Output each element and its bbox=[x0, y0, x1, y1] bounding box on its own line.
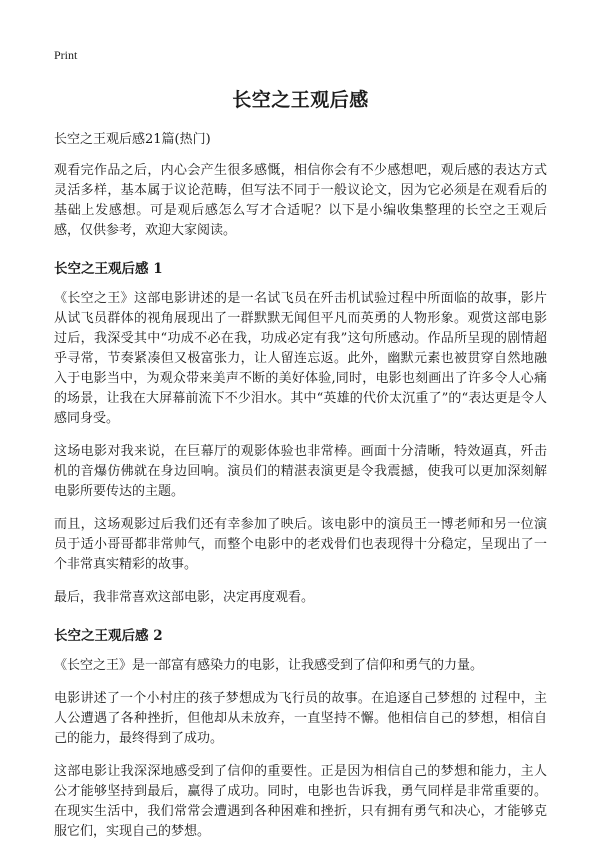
intro-paragraph: 观看完作品之后，内心会产生很多感慨，相信你会有不少感想吧，观后感的表达方式灵活多样，基本属于议论范畴，但写法不同于一般议论文，因为它必须是在观看后的基础上发感想。可是观后感怎么写才合适呢？以下是小编收集整理的长空之王观后感，仅供参考，欢迎大家阅读。 bbox=[54, 163, 547, 238]
section-2 bbox=[54, 624, 547, 842]
section-paragraph: 电影讲述了一个小村庄的孩子梦想成为飞行员的故事。在追逐自己梦想的 过程中，主人公遭遇了各种挫折，但他却从未放弃，一直坚持不懈。他相信自己的梦想，相信自己的能力，最终得到了成功。 bbox=[54, 691, 547, 746]
document-title: 长空之王观后感 bbox=[232, 89, 369, 111]
section-heading: 长空之王观后感 1 bbox=[54, 261, 163, 277]
section-paragraph: 而且，这场观影过后我们还有幸参加了映后。该电影中的演员王一博老师和另一位演员于适小哥哥都非常帅气，而整个电影中的老戏骨们也表现得十分稳定，呈现出了一个非常真实精彩的故事。 bbox=[54, 517, 547, 572]
document-subtitle: 长空之王观后感21篇(热门) bbox=[54, 132, 211, 147]
section-paragraph: 最后，我非常喜欢这部电影，决定再度观看。 bbox=[54, 590, 315, 605]
section-heading: 长空之王观后感 2 bbox=[54, 628, 163, 644]
section-paragraph: 《长空之王》这部电影讲述的是一名试飞员在歼击机试验过程中所面临的故事，影片从试飞员群体的视角展现出了一群默默无闻但平凡而英勇的人物形象。观赏这部电影过后，我深受其中“功成不必在我，功成必定有我”这句所感动。作品所呈现的剧情超乎寻常，节奏紧凑但又极富张力，让人留连忘返。此外，幽默元素也被贯穿自然地融入于电影当中，为观众带来美声不断的美好体验,同时，电影也刻画出了许多令人心痛的场景，让我在大屏幕前流下不少泪水。其中“英雄的代价太沉重了”的“表达更是令人感同身受。 bbox=[54, 291, 547, 426]
section-paragraph: 这场电影对我来说，在巨幕厅的观影体验也非常棒。画面十分清晰，特效逼真，歼击机的音爆仿佛就在身边回响。演员们的精湛表演更是令我震撼，使我可以更加深刻解电影所要传达的主题。 bbox=[54, 444, 547, 499]
section-paragraph: 《长空之王》是一部富有感染力的电影，让我感受到了信仰和勇气的力量。 bbox=[54, 658, 484, 673]
section-paragraph: 这部电影让我深深地感受到了信仰的重要性。正是因为相信自己的梦想和能力，主人公才能够坚持到最后，赢得了成功。同时，电影也告诉我，勇气同样是非常重要的。在现实生活中，我们常常会遭遇到各种困难和挫折，只有拥有勇气和决心，才能够克服它们，实现自己的梦想。 bbox=[54, 764, 547, 839]
section-1 bbox=[54, 257, 547, 608]
print-link[interactable]: Print bbox=[54, 48, 78, 62]
